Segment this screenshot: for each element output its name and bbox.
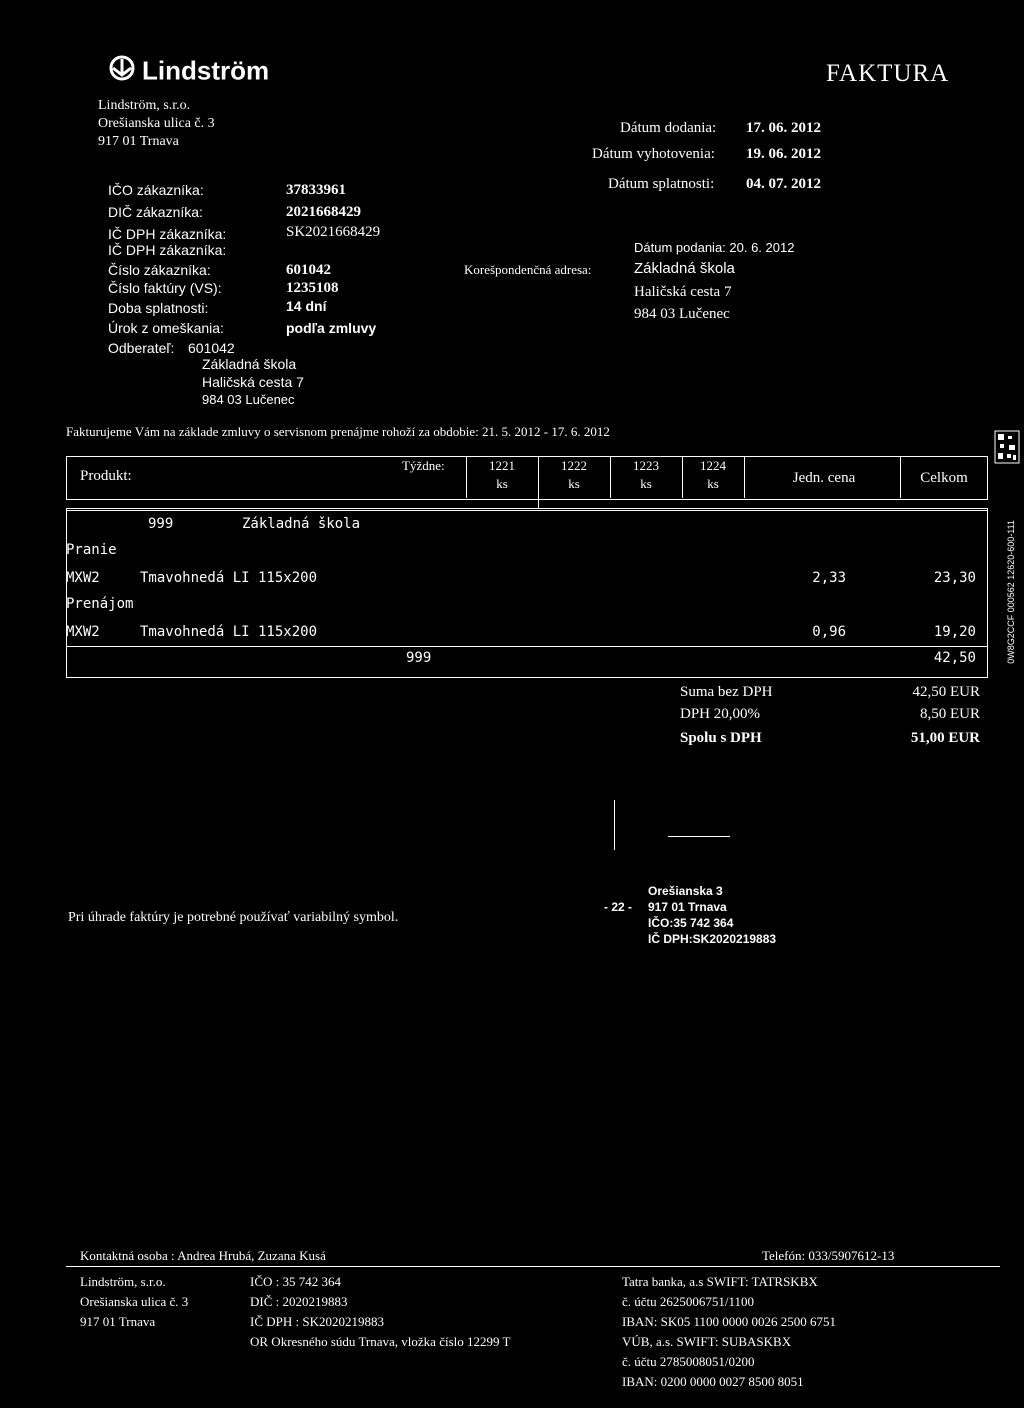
header-weeks: Týždne:	[402, 458, 445, 473]
row1-description: Tmavohnedá LI 115x200	[140, 570, 318, 586]
customer-icdph-label: IČ DPH zákazníka:	[108, 226, 227, 242]
footer-company-line: 917 01 Trnava	[80, 1314, 156, 1329]
vat-label: DPH 20,00%	[680, 706, 761, 722]
correspondence-label: Korešpondenčná adresa:	[464, 262, 592, 277]
footer-bank-line: IBAN: SK05 1100 0000 0026 2500 6751	[622, 1314, 837, 1329]
side-document-code: 0W8G2CCF 000562 12620-600-111	[1006, 520, 1016, 664]
payment-term-value: 14 dní	[286, 298, 327, 314]
contact-phone: Telefón: 033/5907612-13	[762, 1248, 895, 1263]
buyer-name: Základná škola	[202, 356, 297, 372]
header-divider	[744, 456, 745, 498]
company-logo	[108, 54, 269, 88]
items-table	[66, 508, 988, 678]
issue-date-value: 19. 06. 2012	[746, 146, 821, 162]
issue-date-label: Dátum vyhotovenia:	[592, 146, 715, 162]
buyer-city: 984 03 Lučenec	[202, 392, 295, 407]
delivery-date-label: Dátum dodania:	[620, 120, 717, 136]
table-divider	[66, 646, 988, 647]
footer-divider	[66, 1266, 1000, 1267]
section-washing: Pranie	[66, 542, 117, 558]
signature-mark	[614, 800, 615, 850]
net-total-value: 42,50 EUR	[912, 684, 980, 700]
company-city: 917 01 Trnava	[98, 134, 179, 149]
invoice-number-label: Číslo faktúry (VS):	[108, 280, 222, 296]
footer-bank-line: č. účtu 2625006751/1100	[622, 1294, 755, 1309]
correspondence-city: 984 03 Lučenec	[634, 306, 730, 322]
footer-registration-line: IČO : 35 742 364	[250, 1274, 341, 1289]
footer-bank-line: IBAN: 0200 0000 0027 8500 8051	[622, 1374, 804, 1389]
document-title: FAKTURA	[826, 60, 950, 87]
lindstrom-logo-icon	[108, 55, 136, 88]
due-date-label: Dátum splatnosti:	[608, 176, 715, 192]
company-street: Orešianska ulica č. 3	[98, 116, 215, 131]
header-unit-price: Jedn. cena	[792, 470, 856, 486]
contact-person: Kontaktná osoba : Andrea Hrubá, Zuzana Kusá	[80, 1248, 326, 1263]
footer-registration-line: DIČ : 2020219883	[250, 1294, 348, 1309]
row2-total: 19,20	[933, 624, 976, 640]
logo-text: Lindström	[142, 55, 270, 86]
buyer-value: 601042	[188, 340, 235, 356]
header-week-2: 1222	[561, 458, 587, 473]
signature-mark	[668, 836, 730, 837]
header-total: Celkom	[920, 470, 968, 486]
customer-icdph2-label: IČ DPH zákazníka:	[108, 242, 227, 258]
payment-term-label: Doba splatnosti:	[108, 300, 209, 316]
customer-dic-label: DIČ zákazníka:	[108, 204, 203, 220]
header-unit-4: ks	[707, 476, 719, 491]
late-interest-label: Úrok z omeškania:	[108, 320, 224, 336]
due-date-value: 04. 07. 2012	[746, 176, 821, 192]
footer-bank-line: VÚB, a.s. SWIFT: SUBASKBX	[622, 1334, 792, 1349]
footer-registration-line: OR Okresného súdu Trnava, vložka číslo 12299 T	[250, 1334, 511, 1349]
header-product: Produkt:	[80, 468, 132, 484]
late-interest-value: podľa zmluvy	[286, 320, 377, 336]
gross-total-value: 51,00 EUR	[910, 730, 980, 746]
stamp-street: Orešianska 3	[648, 884, 723, 898]
row2-unit-price: 0,96	[812, 624, 846, 640]
qr-code-icon	[994, 430, 1020, 469]
correspondence-name: Základná škola	[634, 260, 735, 277]
header-week-1: 1221	[489, 458, 515, 473]
customer-number-value: 601042	[286, 262, 331, 278]
row1-unit-price: 2,33	[812, 570, 846, 586]
correspondence-street: Haličská cesta 7	[634, 284, 732, 300]
vat-value: 8,50 EUR	[920, 706, 980, 722]
submit-date: Dátum podania: 20. 6. 2012	[634, 240, 795, 255]
site-code: 999	[148, 516, 174, 532]
stamp-ico: IČO:35 742 364	[648, 916, 734, 930]
row2-code: MXW2	[66, 624, 100, 640]
buyer-label: Odberateľ:	[108, 340, 175, 356]
net-total-label: Suma bez DPH	[680, 684, 773, 700]
stamp-icdph: IČ DPH:SK2020219883	[648, 932, 777, 946]
gross-total-label: Spolu s DPH	[680, 730, 762, 746]
subtotal-value: 42,50	[933, 650, 976, 666]
footer-company-line: Orešianska ulica č. 3	[80, 1294, 189, 1309]
footer-bank-line: č. účtu 2785008051/0200	[622, 1354, 755, 1369]
customer-icdph-value: SK2021668429	[286, 224, 381, 240]
billing-intro: Fakturujeme Vám na základe zmluvy o servisnom prenájme rohoží za obdobie: 21. 5. 2012 - 17. 6. 2012	[66, 424, 610, 439]
footer-registration-line: IČ DPH : SK2020219883	[250, 1314, 384, 1329]
table-divider	[66, 510, 988, 511]
buyer-street: Haličská cesta 7	[202, 374, 304, 390]
footer-bank-line: Tatra banka, a.s SWIFT: TATRSKBX	[622, 1274, 818, 1289]
subtotal-code: 999	[406, 650, 432, 666]
row1-total: 23,30	[933, 570, 976, 586]
customer-ico-label: IČO zákazníka:	[108, 182, 204, 198]
footer-company-line: Lindström, s.r.o.	[80, 1274, 166, 1289]
customer-number-label: Číslo zákazníka:	[108, 262, 211, 278]
stamp-city: 917 01 Trnava	[648, 900, 727, 914]
payment-note: Pri úhrade faktúry je potrebné používať variabilný symbol.	[68, 910, 399, 925]
delivery-date-value: 17. 06. 2012	[746, 120, 821, 136]
invoice-number-value: 1235108	[286, 280, 339, 296]
site-name: Základná škola	[242, 516, 361, 532]
section-rental: Prenájom	[66, 596, 134, 612]
header-unit-2: ks	[568, 476, 580, 491]
row2-description: Tmavohnedá LI 115x200	[140, 624, 318, 640]
customer-dic-value: 2021668429	[286, 204, 361, 220]
row1-code: MXW2	[66, 570, 100, 586]
header-unit-1: ks	[496, 476, 508, 491]
stamp-number: - 22 -	[604, 900, 633, 914]
header-week-4: 1224	[700, 458, 726, 473]
customer-ico-value: 37833961	[286, 182, 346, 198]
company-name: Lindström, s.r.o.	[98, 98, 191, 113]
header-week-3: 1223	[633, 458, 659, 473]
header-unit-3: ks	[640, 476, 652, 491]
